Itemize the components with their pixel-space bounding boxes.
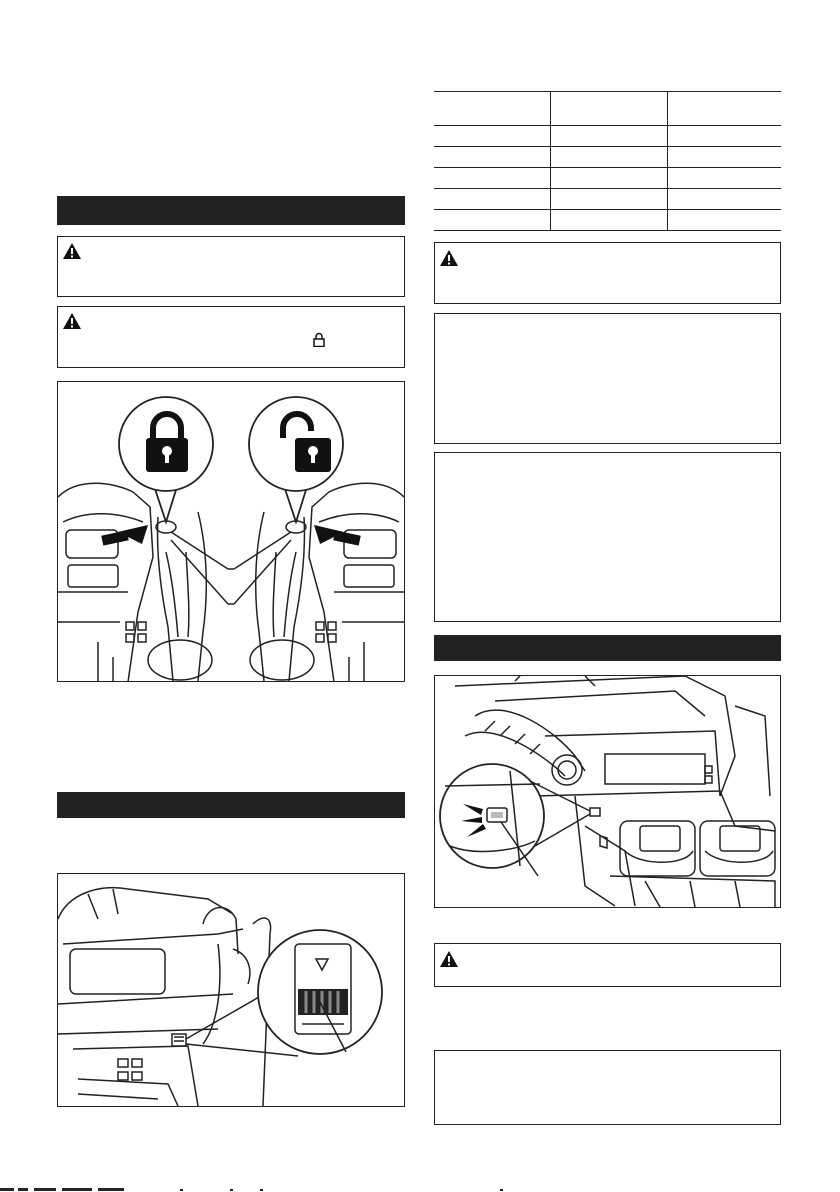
table-cell bbox=[668, 92, 782, 126]
warning-box-3 bbox=[434, 242, 781, 304]
table-cell bbox=[668, 189, 782, 210]
warning-triangle-icon bbox=[63, 313, 81, 329]
page-bottom-edge bbox=[0, 1186, 840, 1192]
speed-dial-icon bbox=[295, 944, 351, 1034]
table-cell bbox=[551, 189, 668, 210]
warning-triangle-icon bbox=[440, 951, 458, 967]
table-cell bbox=[551, 210, 668, 231]
figure-speed-dial bbox=[57, 873, 405, 1107]
table-cell bbox=[434, 189, 551, 210]
table-row bbox=[434, 168, 781, 189]
table-cell bbox=[668, 210, 782, 231]
warning-triangle-icon bbox=[440, 250, 458, 266]
table-cell bbox=[668, 147, 782, 168]
table-cell bbox=[434, 147, 551, 168]
table-cell bbox=[434, 168, 551, 189]
figure-indicator-lamp bbox=[434, 675, 781, 908]
lock-icon bbox=[313, 332, 325, 347]
table-cell bbox=[551, 168, 668, 189]
table-row bbox=[434, 126, 781, 147]
table-cell bbox=[434, 126, 551, 147]
warning-box-4 bbox=[434, 943, 781, 987]
table-cell bbox=[551, 147, 668, 168]
note-box-2 bbox=[434, 452, 781, 622]
table-row bbox=[434, 189, 781, 210]
section-header-bar-1 bbox=[57, 196, 405, 225]
figure-lock-release bbox=[57, 381, 405, 682]
warning-box-2 bbox=[57, 306, 405, 368]
note-box-1 bbox=[434, 313, 781, 444]
spec-table-header bbox=[434, 92, 781, 126]
table-cell bbox=[668, 126, 782, 147]
table-cell bbox=[434, 210, 551, 231]
warning-box-1 bbox=[57, 236, 405, 297]
table-cell bbox=[551, 92, 668, 126]
table-cell bbox=[434, 92, 551, 126]
table-row bbox=[434, 147, 781, 168]
note-box-3 bbox=[434, 1050, 781, 1125]
warning-triangle-icon bbox=[63, 243, 81, 259]
section-header-bar-2 bbox=[57, 792, 405, 818]
table-cell bbox=[668, 168, 782, 189]
table-cell bbox=[551, 126, 668, 147]
table-row bbox=[434, 210, 781, 231]
spec-table bbox=[434, 91, 781, 231]
section-header-bar-3 bbox=[434, 635, 781, 661]
